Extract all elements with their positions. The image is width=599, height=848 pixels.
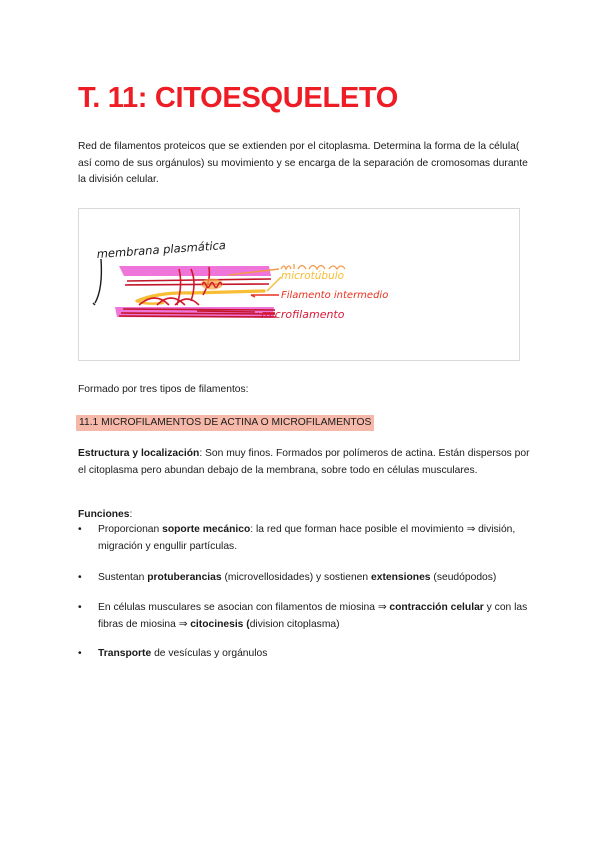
bullet-bold-2: extensiones (371, 572, 431, 583)
funciones-heading (78, 509, 132, 520)
page-title: T. 11: CITOESQUELETO (78, 82, 399, 114)
bullet-post: de vesículas y orgánulos (151, 648, 268, 659)
mitochondrion-sketch (201, 279, 223, 290)
bullet-pre: En células musculares se asocian con filamentos de miosina ⇒ (98, 602, 390, 613)
bullet-bold: Transporte (98, 648, 152, 659)
bullet-bold-2: citocinesis ( (190, 618, 250, 630)
intro-paragraph: Red de filamentos proteicos que se extienden por el citoplasma. Determina la forma de la célula( así como de sus orgánulos) su movimiento y se encarga de la separación de cromosomas durante la división celular. (78, 141, 528, 185)
estructura-paragraph (78, 446, 533, 479)
bullet-bold: protuberancias (147, 572, 222, 583)
bullet-dot: • (78, 602, 82, 613)
formado-text: Formado por tres tipos de filamentos: (78, 384, 249, 395)
bullet-text (98, 646, 538, 663)
bullet-bold: soporte mecánico (162, 524, 251, 535)
bullet-mid: y con las fibras de miosina ⇒ (98, 602, 528, 630)
mitocondria-scribble (281, 264, 345, 269)
bullet-dot: • (78, 648, 82, 659)
label-microfilamento: microfilamento (261, 308, 345, 321)
bullet-pre: Proporcionan (98, 524, 163, 535)
sketch-drawing (79, 209, 521, 362)
label-membrana: membrana plasmática (96, 237, 227, 261)
bullet-mid: (microvellosidades) y sostienen (221, 572, 371, 583)
label-microtubulo: microtúbulo (281, 270, 345, 282)
intermediate-pointer (251, 295, 279, 297)
bullet-pre: Sustentan (98, 572, 148, 583)
estructura-text: : Son muy finos. Formados por polímeros de actina. Están dispersos por el citoplasma pero abundan debajo de la membrana, sobre todo en células musculares. (78, 448, 530, 476)
bullet-text (98, 600, 538, 633)
bullet-post: (seudópodos) (430, 572, 497, 583)
cytoskeleton-sketch (78, 208, 520, 361)
bullet-text (98, 522, 538, 555)
bullet-post: division citoplasma) (249, 618, 340, 630)
label-filamento-intermedio: Filamento intermedio (281, 290, 389, 301)
bullet-dot: • (78, 572, 82, 583)
bullet-text (98, 570, 538, 587)
membrane-pointer-line (95, 259, 101, 303)
estructura-label: Estructura y localización (78, 448, 200, 459)
section-heading: 11.1 MICROFILAMENTOS DE ACTINA O MICROFILAMENTOS (76, 415, 374, 431)
bullet-bold: contracción celular (389, 602, 484, 613)
microtubule-sketch (137, 291, 264, 301)
funciones-colon: : (129, 509, 133, 520)
funciones-label: Funciones (78, 509, 130, 520)
bullet-post: : la red que forman hace posible el movimiento ⇒ división, migración y engullir partículas. (98, 524, 516, 552)
bullet-dot: • (78, 524, 82, 535)
membrane-band-top (119, 266, 271, 276)
